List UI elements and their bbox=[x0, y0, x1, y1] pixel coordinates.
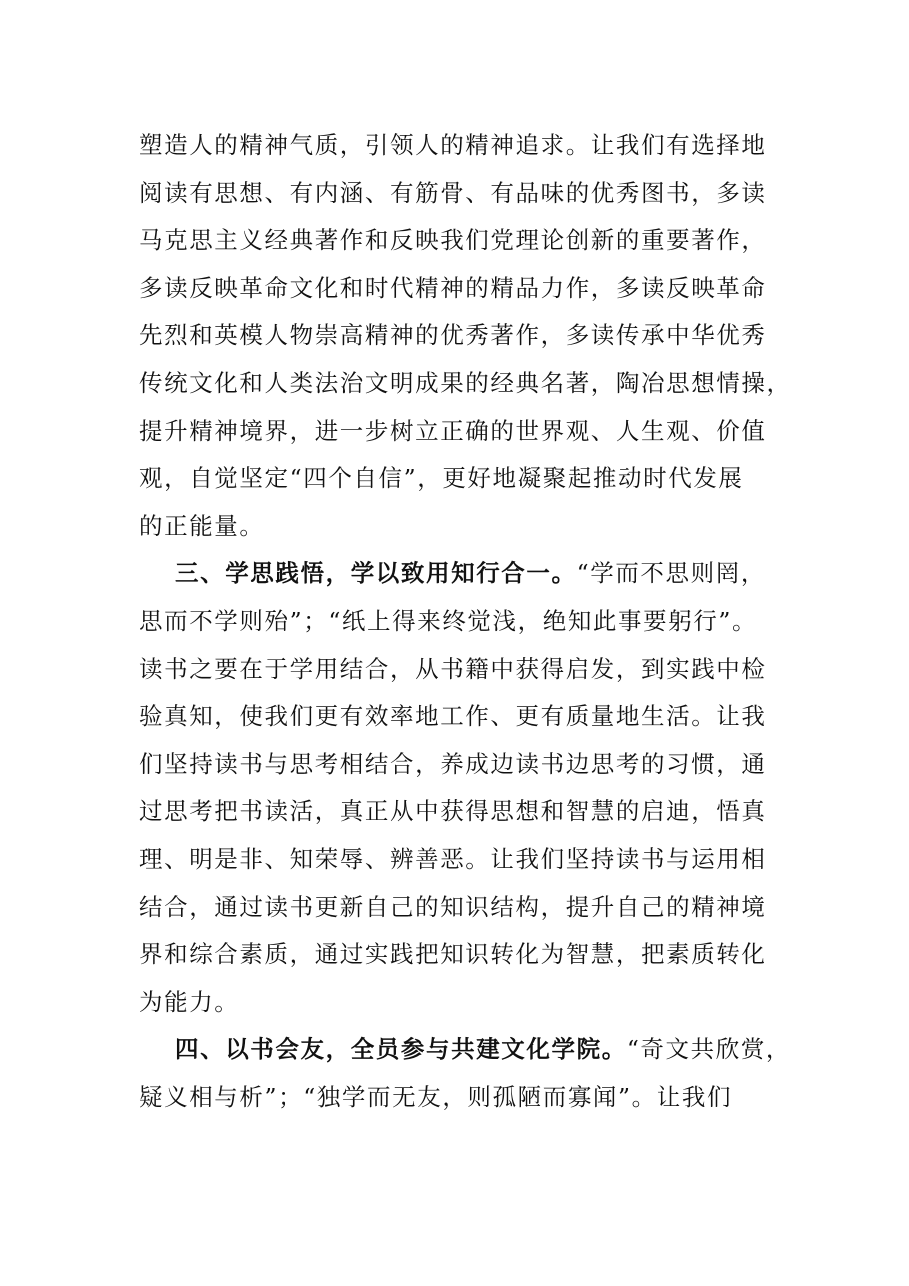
paragraph-line: 传统文化和人类法治文明成果的经典名著，陶冶思想情操， bbox=[139, 368, 792, 397]
paragraph-line: 读书之要在于学用结合，从书籍中获得启发，到实践中检 bbox=[139, 654, 767, 683]
paragraph-line: 理、明是非、知荣辱、辨善恶。让我们坚持读书与运用相 bbox=[139, 844, 767, 873]
quote-text: “学而不思则罔， bbox=[576, 559, 766, 588]
paragraph-line: 塑造人的精神气质，引领人的精神追求。让我们有选择地 bbox=[139, 131, 767, 159]
paragraph-line: 的正能量。 bbox=[139, 511, 265, 540]
paragraph-line: 阅读有思想、有内涵、有筋骨、有品味的优秀图书，多读 bbox=[139, 178, 767, 207]
paragraph-line: 验真知，使我们更有效率地工作、更有质量地生活。让我 bbox=[139, 702, 767, 731]
section-heading: 三、学思践悟，学以致用知行合一。 bbox=[175, 559, 577, 588]
paragraph-first-line bbox=[139, 1026, 799, 1074]
paragraph-line: 疑义相与析”；“独学而无友，则孤陋而寡闻”。让我们 bbox=[139, 1082, 733, 1111]
paragraph-line: 观，自觉坚定“四个自信”，更好地凝聚起推动时代发展 bbox=[139, 464, 744, 493]
paragraph-reading-selection bbox=[139, 122, 799, 550]
paragraph-line: 们坚持读书与思考相结合，养成边读书边思考的习惯，通 bbox=[139, 749, 767, 778]
paragraph-line: 为能力。 bbox=[139, 987, 240, 1016]
paragraph-line: 先烈和英模人物崇高精神的优秀著作，多读传承中华优秀 bbox=[139, 321, 767, 350]
document-body bbox=[139, 122, 799, 1121]
paragraph-section-three bbox=[139, 550, 799, 1026]
paragraph-line: 思而不学则殆”；“纸上得来终觉浅，绝知此事要躬行”。 bbox=[139, 606, 758, 635]
paragraph-first-line bbox=[139, 550, 799, 598]
paragraph-line: 界和综合素质，通过实践把知识转化为智慧，把素质转化 bbox=[139, 940, 767, 969]
section-heading: 四、以书会友，全员参与共建文化学院。 bbox=[175, 1035, 627, 1064]
paragraph-line: 提升精神境界，进一步树立正确的世界观、人生观、价值 bbox=[139, 416, 767, 445]
paragraph-line: 多读反映革命文化和时代精神的精品力作，多读反映革命 bbox=[139, 273, 767, 302]
paragraph-section-four bbox=[139, 1026, 799, 1121]
paragraph-line: 马克思主义经典著作和反映我们党理论创新的重要著作， bbox=[139, 226, 767, 255]
paragraph-line: 结合，通过读书更新自己的知识结构，提升自己的精神境 bbox=[139, 892, 767, 921]
quote-text: “奇文共欣赏， bbox=[626, 1035, 792, 1064]
paragraph-line: 过思考把书读活，真正从中获得思想和智慧的启迪，悟真 bbox=[139, 797, 767, 826]
